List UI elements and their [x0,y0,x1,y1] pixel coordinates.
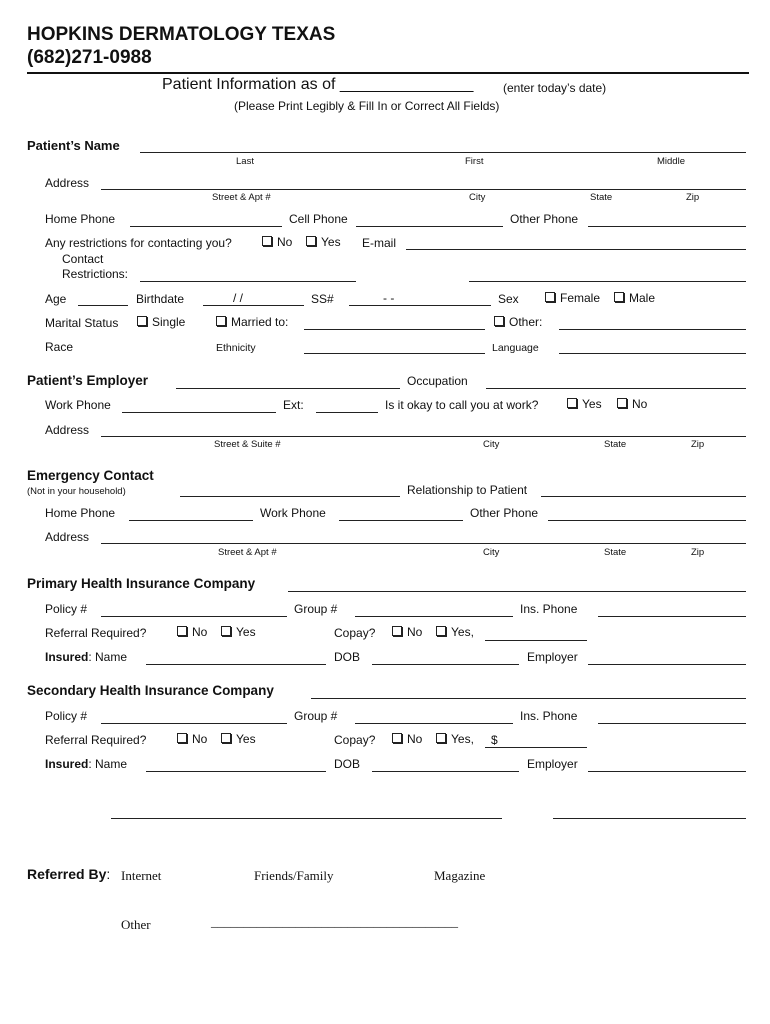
primary-dob-field[interactable] [372,664,519,665]
primary-group-label: Group # [294,602,338,616]
emergency-other-phone-field[interactable] [548,520,746,521]
checkbox-icon[interactable] [567,398,577,408]
primary-copay-yes[interactable]: Yes, [436,625,474,639]
work-phone-label: Work Phone [45,398,111,412]
restrict-no-option[interactable]: No [262,235,292,249]
checkbox-icon[interactable] [614,292,624,302]
secondary-policy-field[interactable] [101,723,287,724]
employer-state-label: State [604,439,627,450]
age-field[interactable] [78,305,128,306]
street-apt-label: Street & Apt # [212,192,271,203]
referred-by-label: Referred By: [27,866,111,882]
not-household-note: (Not in your household) [27,486,126,497]
zip-label: Zip [686,192,700,203]
emergency-work-phone-field[interactable] [339,520,463,521]
ext-field[interactable] [316,412,378,413]
clinic-name: HOPKINS DERMATOLOGY TEXAS [27,24,336,45]
emergency-heading: Emergency Contact [27,468,154,483]
checkbox-icon[interactable] [216,316,226,326]
ext-label: Ext: [283,398,304,412]
secondary-dob-field[interactable] [372,771,519,772]
address-label: Address [45,176,90,190]
checkbox-icon[interactable] [436,626,446,636]
checkbox-icon[interactable] [306,236,316,246]
restrict-yes-option[interactable]: Yes [306,235,341,249]
home-phone-label: Home Phone [45,212,116,226]
secondary-insured-name-field[interactable] [146,771,326,772]
ssn-dashes: - - [383,291,395,305]
employer-field[interactable] [176,388,400,389]
secondary-employer-field[interactable] [588,771,746,772]
address-field[interactable] [101,189,746,190]
married-option[interactable]: Married to: [216,315,288,329]
cell-phone-label: Cell Phone [289,212,348,226]
language-label: Language [492,342,539,354]
primary-insured-name-field[interactable] [146,664,326,665]
checkbox-icon[interactable] [221,733,231,743]
emergency-address-field[interactable] [101,543,746,544]
secondary-dob-label: DOB [334,757,361,771]
info-as-of: Patient Information as of _______________ [162,76,474,93]
employer-heading: Patient’s Employer [27,373,149,388]
sex-label: Sex [498,292,519,306]
home-phone-field[interactable] [130,226,282,227]
primary-ins-phone-label: Ins. Phone [520,602,578,616]
other-phone-field[interactable] [588,226,746,227]
checkbox-icon[interactable] [494,316,504,326]
relationship-label: Relationship to Patient [407,483,528,497]
secondary-insurance-heading: Secondary Health Insurance Company [27,683,274,698]
age-label: Age [45,292,67,306]
employer-city-label: City [483,439,500,450]
primary-insurance-heading: Primary Health Insurance Company [27,576,256,591]
emergency-state-label: State [604,547,627,558]
relationship-field[interactable] [541,496,746,497]
primary-ins-phone-field[interactable] [598,616,746,617]
cell-phone-field[interactable] [356,226,503,227]
checkbox-icon[interactable] [392,733,402,743]
language-field[interactable] [559,353,746,354]
secondary-referral-yes[interactable]: Yes [221,732,256,746]
primary-insurance-field[interactable] [288,591,746,592]
clinic-phone: (682)271-0988 [27,47,152,68]
blank-line-left[interactable] [111,818,502,819]
restrictions-field[interactable] [140,281,356,282]
primary-referral-yes[interactable]: Yes [221,625,256,639]
married-to-field[interactable] [304,329,485,330]
emergency-street-label: Street & Apt # [218,547,277,558]
email-label: E-mail [362,236,397,250]
birthdate-label: Birthdate [136,292,185,306]
checkbox-icon[interactable] [221,626,231,636]
secondary-copay-field[interactable] [485,747,587,748]
secondary-dollar-sign: $ [491,733,498,747]
primary-insured-label: Insured: Name [45,650,128,664]
checkbox-icon[interactable] [137,316,147,326]
ssn-field[interactable] [349,305,491,306]
employer-address-label: Address [45,423,90,437]
referred-other[interactable]: Other [121,917,151,932]
primary-copay-no[interactable]: No [392,625,422,639]
emergency-name-field[interactable] [180,496,400,497]
ssn-label: SS# [311,292,334,306]
middle-label: Middle [657,156,685,167]
ok-call-yes-option[interactable]: Yes [567,397,602,411]
first-label: First [465,156,484,167]
secondary-insurance-field[interactable] [311,698,746,699]
patient-name-heading: Patient’s Name [27,138,120,153]
referred-friends-family[interactable]: Friends/Family [254,868,334,883]
primary-referral-no[interactable]: No [177,625,207,639]
single-option[interactable]: Single [137,315,185,329]
secondary-copay-label: Copay? [334,733,376,747]
marital-label: Marital Status [45,316,119,330]
referred-other-line[interactable]: ______________________________________ [211,914,458,929]
primary-dob-label: DOB [334,650,361,664]
employer-address-field[interactable] [101,436,746,437]
email-field[interactable] [406,249,746,250]
secondary-ins-phone-field[interactable] [598,723,746,724]
checkbox-icon[interactable] [617,398,627,408]
referred-internet[interactable]: Internet [121,868,162,883]
other-phone-label: Other Phone [510,212,579,226]
checkbox-icon[interactable] [177,733,187,743]
female-option[interactable]: Female [545,291,600,305]
primary-copay-field[interactable] [485,640,587,641]
blank-line-right[interactable] [553,818,746,819]
secondary-group-field[interactable] [355,723,513,724]
city-label: City [469,192,486,203]
checkbox-icon[interactable] [545,292,555,302]
secondary-group-label: Group # [294,709,338,723]
ethnicity-field[interactable] [304,353,485,354]
secondary-insured-label: Insured: Name [45,757,128,771]
primary-group-field[interactable] [355,616,513,617]
secondary-referral-no[interactable]: No [177,732,207,746]
primary-employer-label: Employer [527,650,578,664]
checkbox-icon[interactable] [436,733,446,743]
primary-policy-field[interactable] [101,616,287,617]
checkbox-icon[interactable] [177,626,187,636]
secondary-policy-label: Policy # [45,709,88,723]
occupation-field[interactable] [486,388,746,389]
emergency-home-phone-field[interactable] [129,520,253,521]
primary-referral-label: Referral Required? [45,626,147,640]
restrictions-question: Any restrictions for contacting you? [45,236,232,250]
checkbox-icon[interactable] [392,626,402,636]
ok-call-no-option[interactable]: No [617,397,647,411]
secondary-ins-phone-label: Ins. Phone [520,709,578,723]
last-label: Last [236,156,254,167]
checkbox-icon[interactable] [262,236,272,246]
header-rule [27,72,749,74]
race-label: Race [45,340,74,354]
street-suite-label: Street & Suite # [214,439,281,450]
ok-call-question: Is it okay to call you at work? [385,398,539,412]
ethnicity-label: Ethnicity [216,342,256,354]
secondary-referral-label: Referral Required? [45,733,147,747]
employer-zip-label: Zip [691,439,705,450]
primary-copay-label: Copay? [334,626,376,640]
date-hint: (enter today’s date) [503,81,607,95]
secondary-copay-yes[interactable]: Yes, [436,732,474,746]
male-option[interactable]: Male [614,291,655,305]
emergency-zip-label: Zip [691,547,705,558]
emergency-other-phone-label: Other Phone [470,506,539,520]
occupation-label: Occupation [407,374,468,388]
restrictions-field-2[interactable] [469,281,746,282]
secondary-copay-no[interactable]: No [392,732,422,746]
emergency-city-label: City [483,547,500,558]
instructions: (Please Print Legibly & Fill In or Correct All Fields) [234,99,500,113]
birthdate-slashes: / / [233,291,244,305]
contact-label: Contact [62,252,104,266]
secondary-employer-label: Employer [527,757,578,771]
birthdate-field[interactable] [203,305,304,306]
primary-employer-field[interactable] [588,664,746,665]
patient-name-field[interactable] [140,152,746,153]
work-phone-field[interactable] [122,412,276,413]
emergency-home-phone-label: Home Phone [45,506,116,520]
other-marital-option[interactable]: Other: [494,315,542,329]
state-label: State [590,192,613,203]
emergency-work-phone-label: Work Phone [260,506,326,520]
restrictions-label: Restrictions: [62,267,129,281]
other-marital-field[interactable] [559,329,746,330]
referred-magazine[interactable]: Magazine [434,868,486,883]
primary-policy-label: Policy # [45,602,88,616]
emergency-address-label: Address [45,530,90,544]
